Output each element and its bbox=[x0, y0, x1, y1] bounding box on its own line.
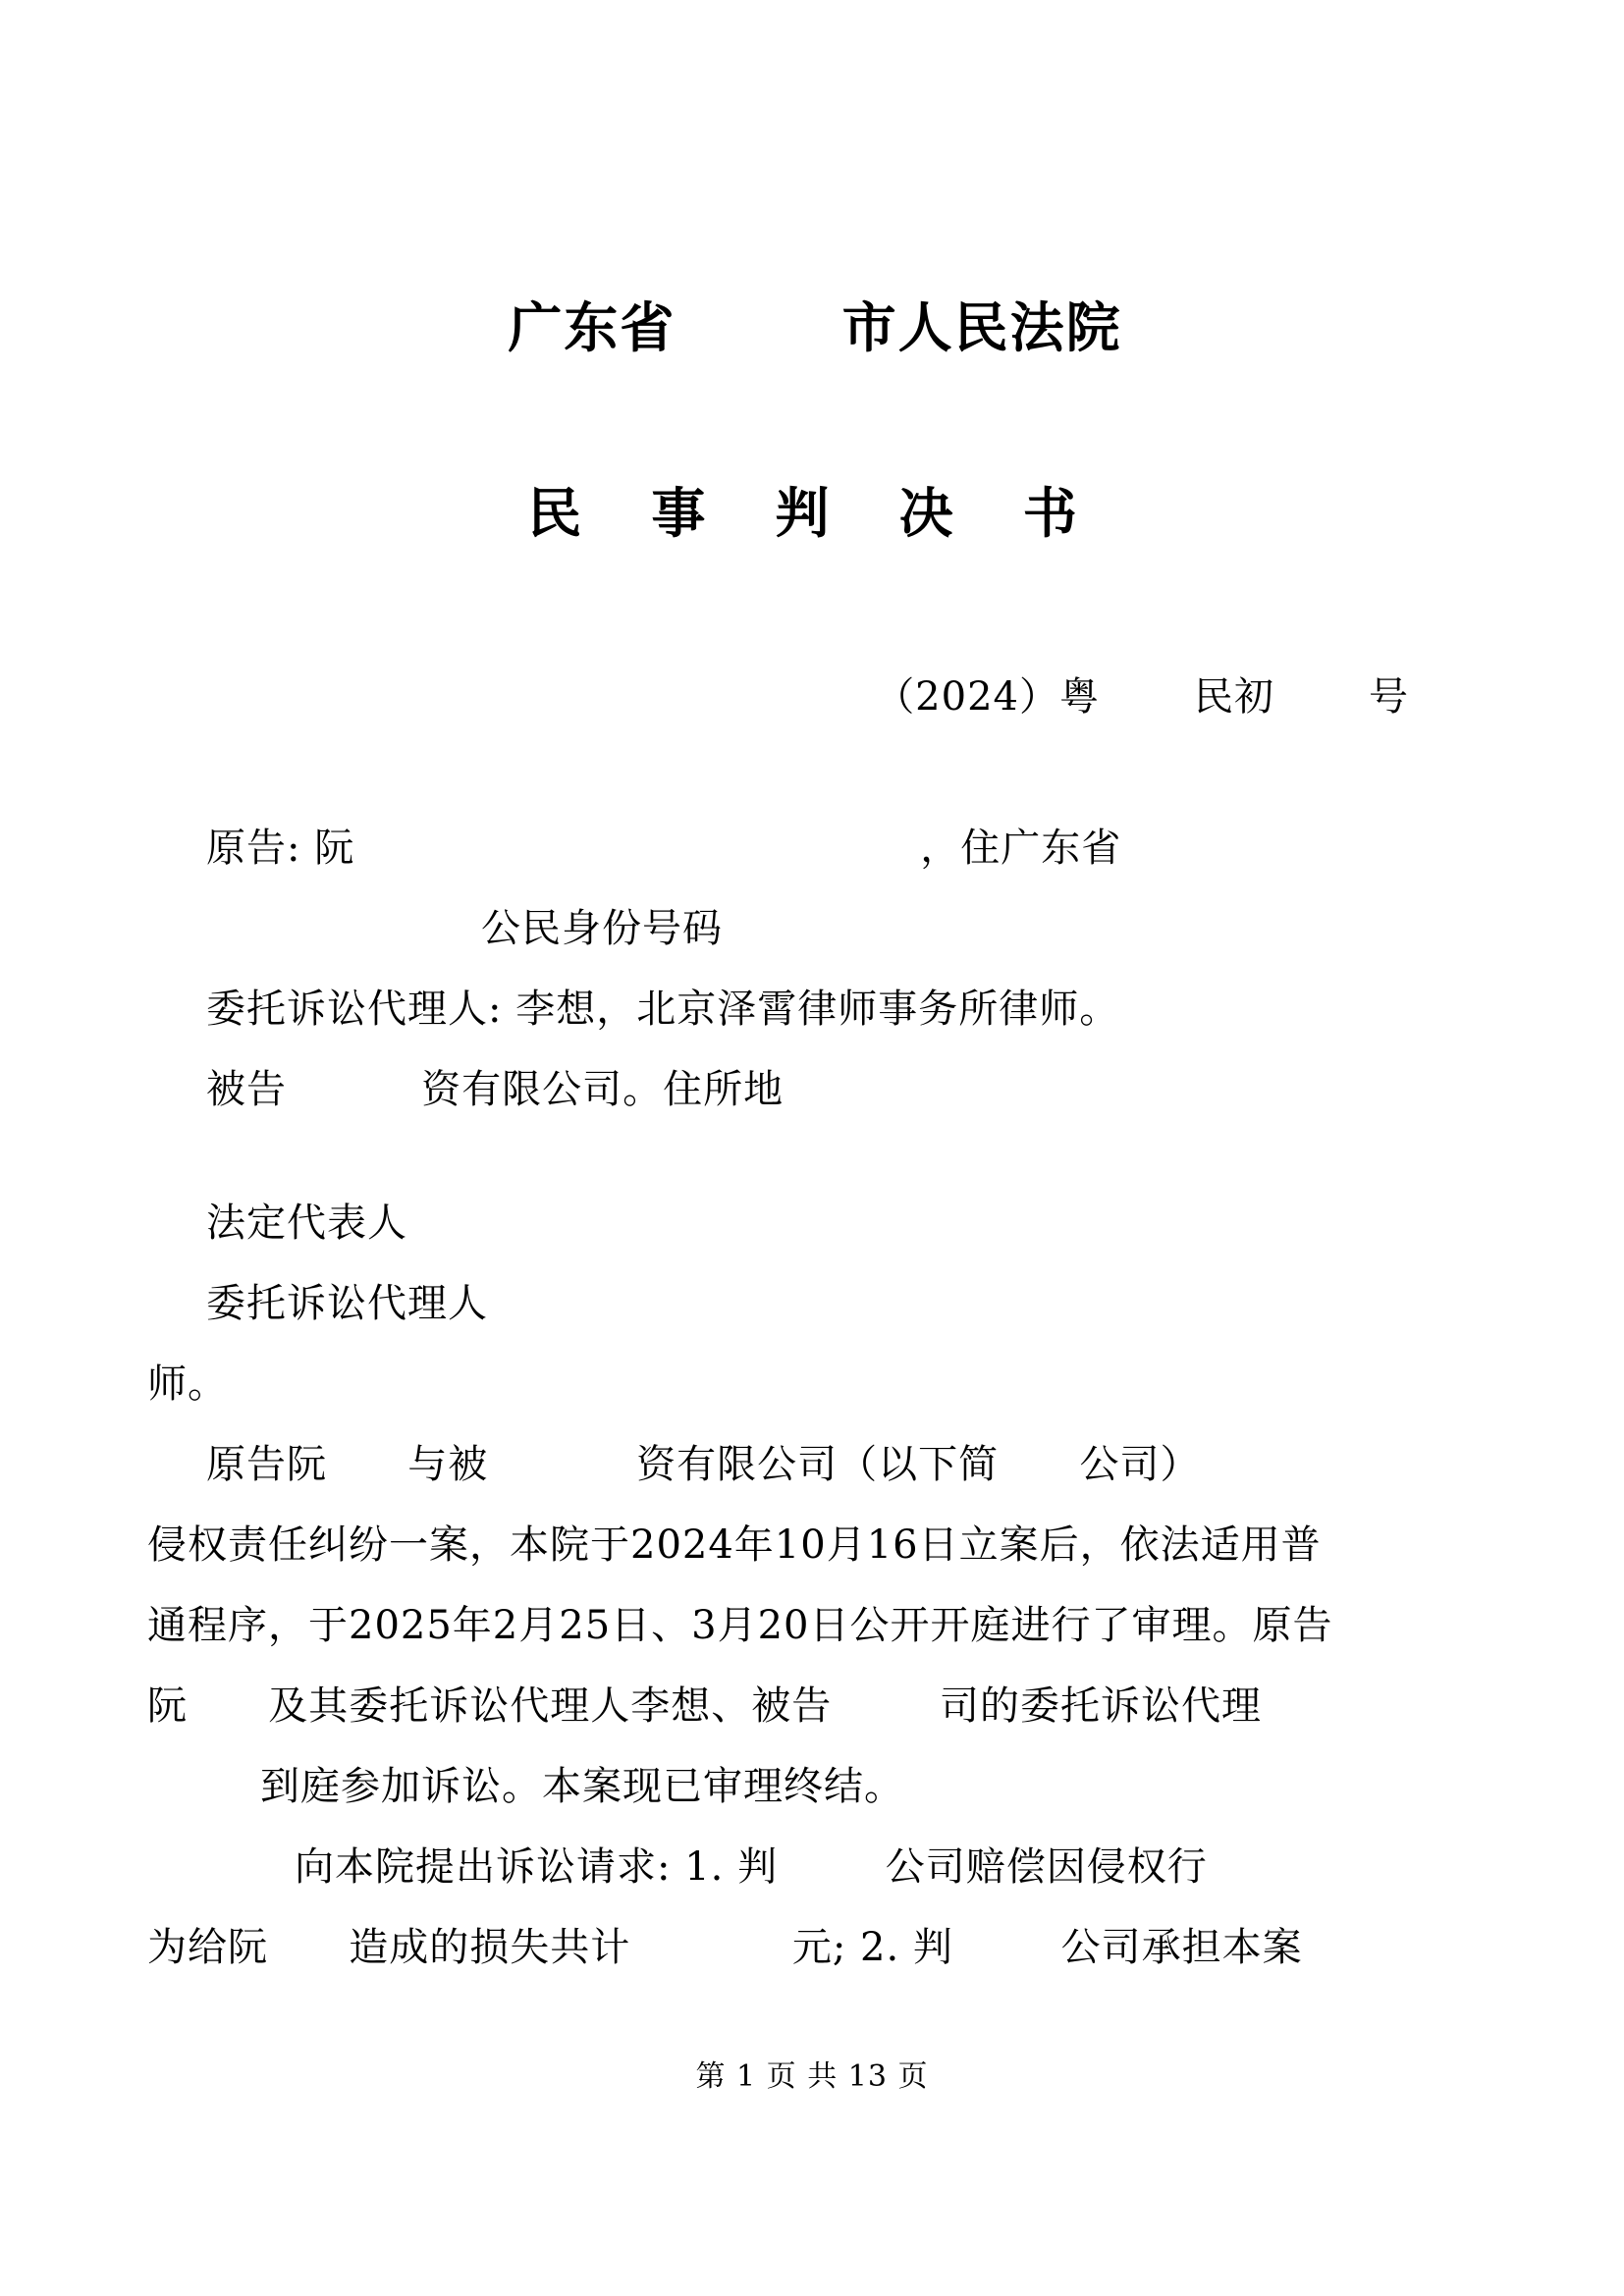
case-number: （2024）粤 民初 号 bbox=[875, 674, 1409, 720]
body-paragraph-1-line-3: 通程序，于2025年2月25日、3月20日公开开庭进行了审理。原告 bbox=[147, 1603, 1333, 1648]
plaintiff-id-line: 公民身份号码 bbox=[481, 906, 723, 951]
court-title: 广东省 市人民法院 bbox=[508, 295, 1122, 359]
legal-representative-line: 法定代表人 bbox=[206, 1201, 407, 1246]
defendant-agent-line: 委托诉讼代理人 bbox=[206, 1281, 488, 1326]
body-paragraph-1-line-2: 侵权责任纠纷一案，本院于2024年10月16日立案后，依法适用普 bbox=[147, 1522, 1322, 1568]
body-paragraph-1-line-5: 到庭参加诉讼。本案现已审理终结。 bbox=[260, 1764, 904, 1809]
document-content bbox=[147, 0, 1424, 1988]
body-paragraph-1-line-1: 原告阮 与被 资有限公司（以下简 公司） bbox=[206, 1442, 1201, 1487]
defendant-agent-continuation: 师。 bbox=[147, 1362, 228, 1407]
page-footer: 第 1 页 共 13 页 bbox=[695, 2059, 929, 2094]
body-paragraph-2-line-2: 为给阮 造成的损失共计 元; 2. 判 公司承担本案 bbox=[147, 1925, 1303, 1970]
body-paragraph-2-line-1: 向本院提出诉讼请求: 1. 判 公司赔偿因侵权行 bbox=[295, 1844, 1208, 1890]
defendant-line: 被告 资有限公司。住所地 bbox=[206, 1067, 785, 1112]
document-type-title: 民 事 判 决 书 bbox=[527, 481, 1103, 545]
body-paragraph-1-line-4: 阮 及其委托诉讼代理人李想、被告 司的委托诉讼代理 bbox=[147, 1683, 1263, 1729]
plaintiff-line: 原告: 阮 ，住广东省 bbox=[206, 826, 1122, 871]
plaintiff-agent-line: 委托诉讼代理人: 李想，北京泽霄律师事务所律师。 bbox=[206, 987, 1120, 1032]
